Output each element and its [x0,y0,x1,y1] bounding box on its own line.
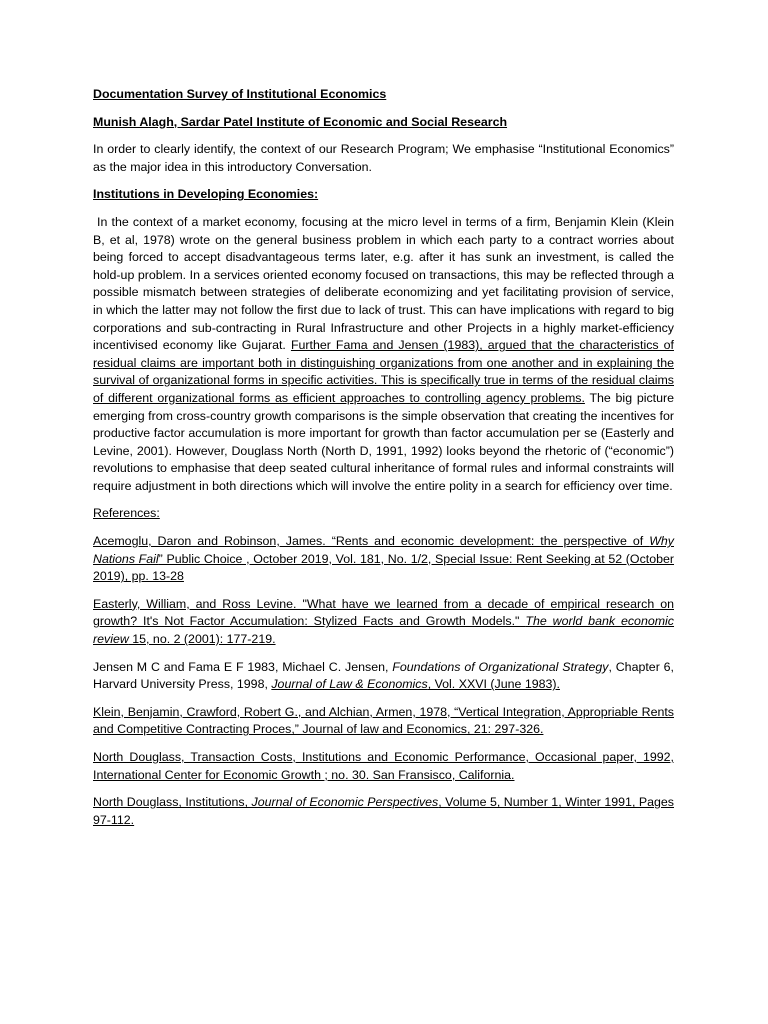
reference-text: North Douglass, Transaction Costs, Institutions and Economic Performance, Occasional paper, 1992, International Center for Economic Growth ; no. 30. San Fransisco, California. [93,750,674,782]
section-heading: Institutions in Developing Economies: [93,187,319,202]
intro-paragraph: In order to clearly identify, the context of our Research Program; We emphasise “Institutional Economics” as the major idea in this introductory Conversation. [93,142,674,174]
reference-item [93,749,674,784]
reference-text: Easterly, William, and Ross Levine. "What have we learned from a decade of empirical research on growth? It's Not Factor Accumulation: Stylized Facts and Growth Models." [93,596,674,629]
reference-text: 15, no. 2 (2001): 177-219. [128,632,276,647]
reference-italic: Journal of Economic Perspectives [251,795,439,810]
body-paragraph [93,214,674,496]
reference-text: Klein, Benjamin, Crawford, Robert G., and Alchian, Armen, 1978, “Vertical Integration, Appropriable Rents and Competitive Contracting Proces,” Journal of law and Economics, 21: 297-326. [93,704,674,737]
body-text-part2: The big picture emerging from cross-country growth comparisons is the simple observation that creating the incentives for productive factor accumulation is more important for growth than factor accumulation per se (Easterly and Levine, 2001). However, Douglass North (North D, 1991, 1992) looks beyond the rhetoric of (“economic”) revolutions to emphasise that deep seated cultural inheritance of formal rules and informal constraints will require adjustment in both directions which will involve the entire polity in a search for efficiency over time. [93,390,675,493]
body-text-underlined: Further Fama and Jensen (1983), argued that the characteristics of residual claims are important both in distinguishing organizations from one another and in explaining the survival of organizational forms in specific activities. This is specifically true in terms of the residual claims of different organizational forms as efficient approaches to controlling agency problems. [93,338,674,405]
reference-item [93,533,674,586]
references-heading: References: [93,506,160,521]
reference-item [93,659,674,694]
reference-text: , Chapter 6, Harvard University Press, 1998, [93,659,675,692]
reference-item [93,596,674,649]
reference-text: North Douglass, Institutions, [93,795,252,810]
reference-item [93,794,674,829]
reference-text: , Vol. XXVI (June 1983). [427,677,560,692]
reference-italic: The world bank economic review [93,614,675,647]
body-text-part1: In the context of a market economy, focusing at the micro level in terms of a firm, Benjamin Klein (Klein B, et al, 1978) wrote on the general business problem in which each party to a contract worries about being forced to accept disadvantageous terms later, e.g. after it has sunk an investment, is called the hold-up problem. In a services oriented economy focused on transactions, this may be reflected through a possible mismatch between strategies of deliberate economizing and yet facilitating provision of service, in which the latter may not follow the first due to lack of trust. This can have implications with regard to big corporations and sub-contracting in Rural Infrastructure and other Projects in a highly market-efficiency incentivised economy like Gujarat. [93,214,674,353]
reference-italic: Foundations of Organizational Strategy [392,659,609,674]
reference-text: , Volume 5, Number 1, Winter 1991, Pages 97-112. [93,795,674,827]
reference-text: Acemoglu, Daron and Robinson, James. “Rents and economic development: the perspective of [93,534,650,549]
reference-text: ” Public Choice , October 2019, Vol. 181, No. 1/2, Special Issue: Rent Seeking at 52 (October 2019), pp. 13-28 [93,551,675,584]
reference-item [93,704,674,739]
document-title: Documentation Survey of Institutional Economics [93,87,387,101]
reference-italic: Why Nations Fail [93,534,674,566]
reference-italic: Journal of Law & Economics [271,677,428,692]
reference-text: Jensen M C and Fama E F 1983, Michael C. Jensen, [93,659,393,674]
author-line: Munish Alagh, Sardar Patel Institute of Economic and Social Research [93,114,508,129]
